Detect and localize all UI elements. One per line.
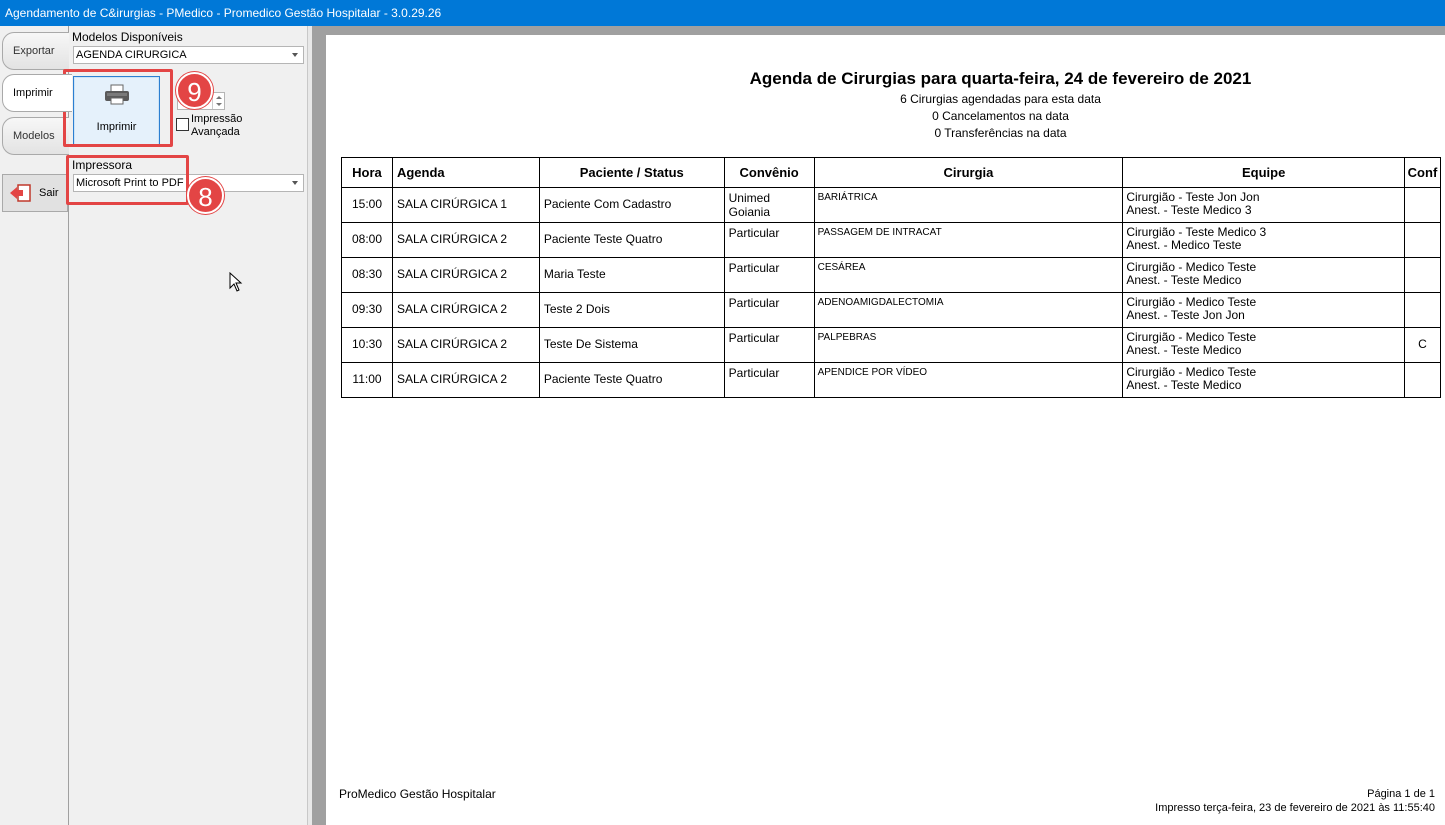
cell-conf (1404, 223, 1440, 258)
table-row (342, 258, 1441, 293)
cell-convenio: Unimed Goiania (724, 188, 814, 223)
cell-agenda: SALA CIRÚRGICA 2 (392, 328, 539, 363)
tab-modelos[interactable]: Modelos (2, 117, 69, 155)
cell-convenio: Particular (724, 328, 814, 363)
column-header: Agenda (392, 158, 539, 188)
cell-hora: 08:00 (342, 223, 393, 258)
cell-paciente: Paciente Teste Quatro (539, 363, 724, 398)
cell-convenio: Particular (724, 293, 814, 328)
cell-paciente: Teste 2 Dois (539, 293, 724, 328)
cell-hora: 09:30 (342, 293, 393, 328)
team-surgeon: Cirurgião - Medico Teste (1126, 260, 1257, 274)
cell-conf: C (1404, 328, 1440, 363)
cell-convenio: Particular (724, 258, 814, 293)
team-surgeon: Cirurgião - Medico Teste (1126, 295, 1257, 309)
cell-cirurgia: PASSAGEM DE INTRACAT (814, 223, 1123, 258)
table-row (342, 223, 1441, 258)
spinner-arrows-icon (212, 93, 224, 109)
column-header: Hora (342, 158, 393, 188)
annotation-box-printer (66, 155, 189, 205)
team-anesthetist: Anest. - Medico Teste (1126, 238, 1242, 252)
cell-agenda: SALA CIRÚRGICA 2 (392, 258, 539, 293)
cell-paciente: Paciente Teste Quatro (539, 223, 724, 258)
cell-equipe (1123, 223, 1405, 258)
annotation-badge-9: 9 (176, 72, 213, 109)
cell-equipe (1123, 258, 1405, 293)
cell-convenio: Particular (724, 223, 814, 258)
table-row (342, 363, 1441, 398)
cell-cirurgia: PALPEBRAS (814, 328, 1123, 363)
mouse-cursor-icon (229, 272, 243, 292)
cell-conf (1404, 258, 1440, 293)
printer-select-value: Microsoft Print to PDF (76, 177, 184, 189)
cell-agenda: SALA CIRÚRGICA 2 (392, 223, 539, 258)
cell-equipe (1123, 293, 1405, 328)
cell-agenda: SALA CIRÚRGICA 2 (392, 293, 539, 328)
cell-agenda: SALA CIRÚRGICA 1 (392, 188, 539, 223)
column-header: Equipe (1123, 158, 1405, 188)
cell-cirurgia: CESÁREA (814, 258, 1123, 293)
report-summary-line: 0 Transferências na data (934, 126, 1067, 140)
advanced-print-label-line2: Avançada (191, 126, 240, 138)
cell-cirurgia: BARIÁTRICA (814, 188, 1123, 223)
column-header: Conf (1404, 158, 1440, 188)
report-page (326, 35, 1445, 825)
side-tabs (0, 26, 69, 825)
team-surgeon: Cirurgião - Teste Jon Jon (1126, 190, 1260, 204)
table-row (342, 328, 1441, 363)
column-header: Paciente / Status (539, 158, 724, 188)
team-anesthetist: Anest. - Teste Medico (1126, 343, 1242, 357)
advanced-print-checkbox[interactable] (176, 118, 189, 131)
advanced-print-label-line1: Impressão (191, 113, 243, 125)
cell-hora: 15:00 (342, 188, 393, 223)
chevron-down-icon (292, 53, 298, 57)
report-summary-line: 0 Cancelamentos na data (932, 109, 1069, 123)
cell-convenio: Particular (724, 363, 814, 398)
exit-button[interactable] (2, 174, 68, 212)
cell-conf (1404, 188, 1440, 223)
cell-agenda: SALA CIRÚRGICA 2 (392, 363, 539, 398)
cell-paciente: Paciente Com Cadastro (539, 188, 724, 223)
table-row (342, 188, 1441, 223)
team-anesthetist: Anest. - Teste Medico (1126, 273, 1242, 287)
models-label: Modelos Disponíveis (72, 30, 183, 44)
report-summary-line: 6 Cirurgias agendadas para esta data (900, 92, 1101, 106)
cell-paciente: Teste De Sistema (539, 328, 724, 363)
annotation-box-print (63, 69, 173, 147)
printer-label: Impressora (72, 158, 133, 172)
models-select[interactable] (73, 46, 304, 64)
team-surgeon: Cirurgião - Medico Teste (1126, 365, 1257, 379)
cell-conf (1404, 363, 1440, 398)
surgery-table (341, 157, 1441, 398)
cell-paciente: Maria Teste (539, 258, 724, 293)
chevron-down-icon (292, 181, 298, 185)
cell-cirurgia: APENDICE POR VÍDEO (814, 363, 1123, 398)
exit-icon (9, 184, 31, 202)
team-surgeon: Cirurgião - Medico Teste (1126, 330, 1257, 344)
tab-imprimir[interactable]: Imprimir (2, 74, 72, 112)
team-anesthetist: Anest. - Teste Medico 3 (1126, 203, 1252, 217)
team-anesthetist: Anest. - Teste Medico (1126, 378, 1242, 392)
cell-equipe (1123, 188, 1405, 223)
annotation-badge-8: 8 (187, 177, 224, 214)
table-header-row (342, 158, 1441, 188)
column-header: Cirurgia (814, 158, 1123, 188)
team-anesthetist: Anest. - Teste Jon Jon (1126, 308, 1245, 322)
report-footer-brand: ProMedico Gestão Hospitalar (339, 787, 496, 801)
tab-exportar[interactable]: Exportar (2, 32, 69, 70)
cell-hora: 10:30 (342, 328, 393, 363)
report-title: Agenda de Cirurgias para quarta-feira, 24 de fevereiro de 2021 (749, 69, 1252, 88)
cell-hora: 08:30 (342, 258, 393, 293)
cell-cirurgia: ADENOAMIGDALECTOMIA (814, 293, 1123, 328)
cell-equipe (1123, 363, 1405, 398)
advanced-print-label (191, 113, 242, 139)
cell-equipe (1123, 328, 1405, 363)
print-button-label: Imprimir (96, 121, 137, 133)
cell-hora: 11:00 (342, 363, 393, 398)
models-select-value: AGENDA CIRURGICA (76, 49, 187, 61)
printed-timestamp: Impresso terça-feira, 23 de fevereiro de 2021 às 11:55:40 (1155, 802, 1435, 814)
window-title: Agendamento de C&irurgias - PMedico - Promedico Gestão Hospitalar - 3.0.29.26 (0, 0, 1445, 26)
exit-label: Sair (39, 187, 59, 199)
print-preview (312, 26, 1445, 825)
cell-conf (1404, 293, 1440, 328)
page-number: Página 1 de 1 (1367, 788, 1435, 800)
report-footer-meta (1155, 787, 1435, 815)
table-row (342, 293, 1441, 328)
team-surgeon: Cirurgião - Teste Medico 3 (1126, 225, 1267, 239)
column-header: Convênio (724, 158, 814, 188)
